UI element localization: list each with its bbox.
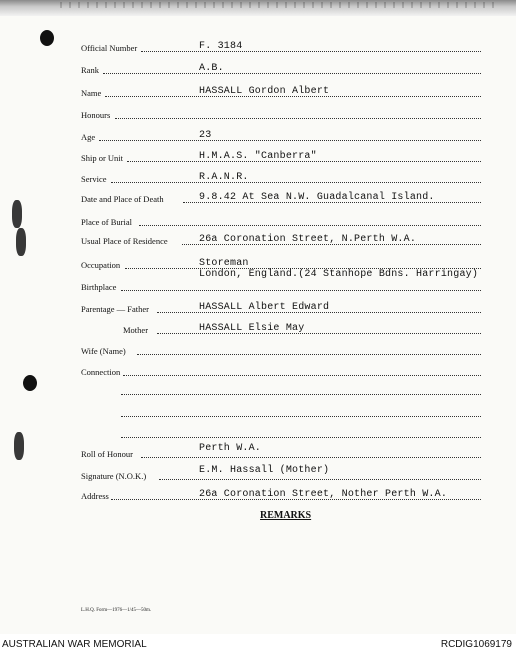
field-roll-of-honour xyxy=(81,444,481,460)
punch-hole xyxy=(23,375,37,391)
field-label: Wife (Name) xyxy=(81,346,126,356)
field-label: Parentage — Father xyxy=(81,304,149,314)
field-label: Usual Place of Residence xyxy=(81,236,168,246)
field-official-number xyxy=(81,38,481,54)
dotted-line xyxy=(121,437,481,438)
field-label: Place of Burial xyxy=(81,217,132,227)
field-value: 26a Coronation Street, Nother Perth W.A. xyxy=(199,489,448,500)
field-age xyxy=(81,127,481,143)
record-id: RCDIG1069179 xyxy=(440,639,512,650)
remarks-heading: REMARKS xyxy=(260,510,312,521)
field-label: Honours xyxy=(81,110,111,120)
field-label: Address xyxy=(81,491,109,501)
dotted-line xyxy=(123,375,481,376)
field-value: London, England.(24 Stanhope Bdns. Harringay) xyxy=(199,269,479,280)
field-label: Signature (N.O.K.) xyxy=(81,471,147,481)
connection-extra-line xyxy=(81,381,481,397)
field-honours xyxy=(81,105,481,121)
field-connection xyxy=(81,362,481,378)
punch-hole-torn xyxy=(14,432,24,460)
dotted-line xyxy=(99,140,481,141)
field-value: E.M. Hassall (Mother) xyxy=(199,465,330,476)
field-label: Occupation xyxy=(81,260,121,270)
field-address xyxy=(81,486,481,502)
field-value: R.A.N.R. xyxy=(199,172,249,183)
form-number: L.H.Q. Form—1976—1/45—50m. xyxy=(81,608,152,613)
field-label: Rank xyxy=(81,65,99,75)
dotted-line xyxy=(137,354,481,355)
field-birthplace xyxy=(81,269,481,293)
field-name xyxy=(81,83,481,99)
dotted-line xyxy=(115,118,481,119)
field-value: A.B. xyxy=(199,63,224,74)
field-value: HASSALL Gordon Albert xyxy=(199,86,330,97)
field-signature xyxy=(81,466,481,482)
connection-extra-line xyxy=(81,403,481,419)
field-rank xyxy=(81,60,481,76)
field-label: Official Number xyxy=(81,43,138,53)
field-date-place-of-death xyxy=(81,189,481,205)
dotted-line xyxy=(141,457,481,458)
field-mother xyxy=(81,320,481,336)
field-label: Birthplace xyxy=(81,282,117,292)
field-label: Connection xyxy=(81,367,121,377)
field-value: Storeman xyxy=(199,258,249,269)
scan-noise xyxy=(60,2,500,8)
field-place-of-burial xyxy=(81,212,481,228)
punch-hole xyxy=(40,30,54,46)
dotted-line xyxy=(121,290,481,291)
field-label: Name xyxy=(81,88,102,98)
field-value: H.M.A.S. "Canberra" xyxy=(199,151,317,162)
punch-hole-torn xyxy=(16,228,26,256)
field-label: Service xyxy=(81,174,107,184)
field-value: Perth W.A. xyxy=(199,443,262,454)
archive-name: AUSTRALIAN WAR MEMORIAL xyxy=(2,639,147,650)
field-service xyxy=(81,169,481,185)
dotted-line xyxy=(159,479,481,480)
dotted-line xyxy=(141,51,481,52)
field-wife xyxy=(81,341,481,357)
field-value: HASSALL Albert Edward xyxy=(199,302,330,313)
field-father xyxy=(81,299,481,315)
punch-hole-torn xyxy=(12,200,22,228)
field-label: Roll of Honour xyxy=(81,449,133,459)
dotted-line xyxy=(103,73,481,74)
field-ship-or-unit xyxy=(81,148,481,164)
field-value: F. 3184 xyxy=(199,41,243,52)
archive-footer xyxy=(0,634,516,654)
field-value: 9.8.42 At Sea N.W. Guadalcanal Island. xyxy=(199,192,435,203)
field-value: HASSALL Elsie May xyxy=(199,323,305,334)
dotted-line xyxy=(121,394,481,395)
dotted-line xyxy=(121,416,481,417)
field-value: 23 xyxy=(199,130,212,141)
field-value: 26a Coronation Street, N.Perth W.A. xyxy=(199,234,417,245)
dotted-line xyxy=(139,225,481,226)
field-label: Mother xyxy=(123,325,149,335)
field-usual-residence xyxy=(81,231,481,247)
field-label: Age xyxy=(81,132,96,142)
field-label: Ship or Unit xyxy=(81,153,124,163)
field-label: Date and Place of Death xyxy=(81,194,164,204)
dotted-line xyxy=(111,182,481,183)
connection-extra-line xyxy=(81,424,481,440)
